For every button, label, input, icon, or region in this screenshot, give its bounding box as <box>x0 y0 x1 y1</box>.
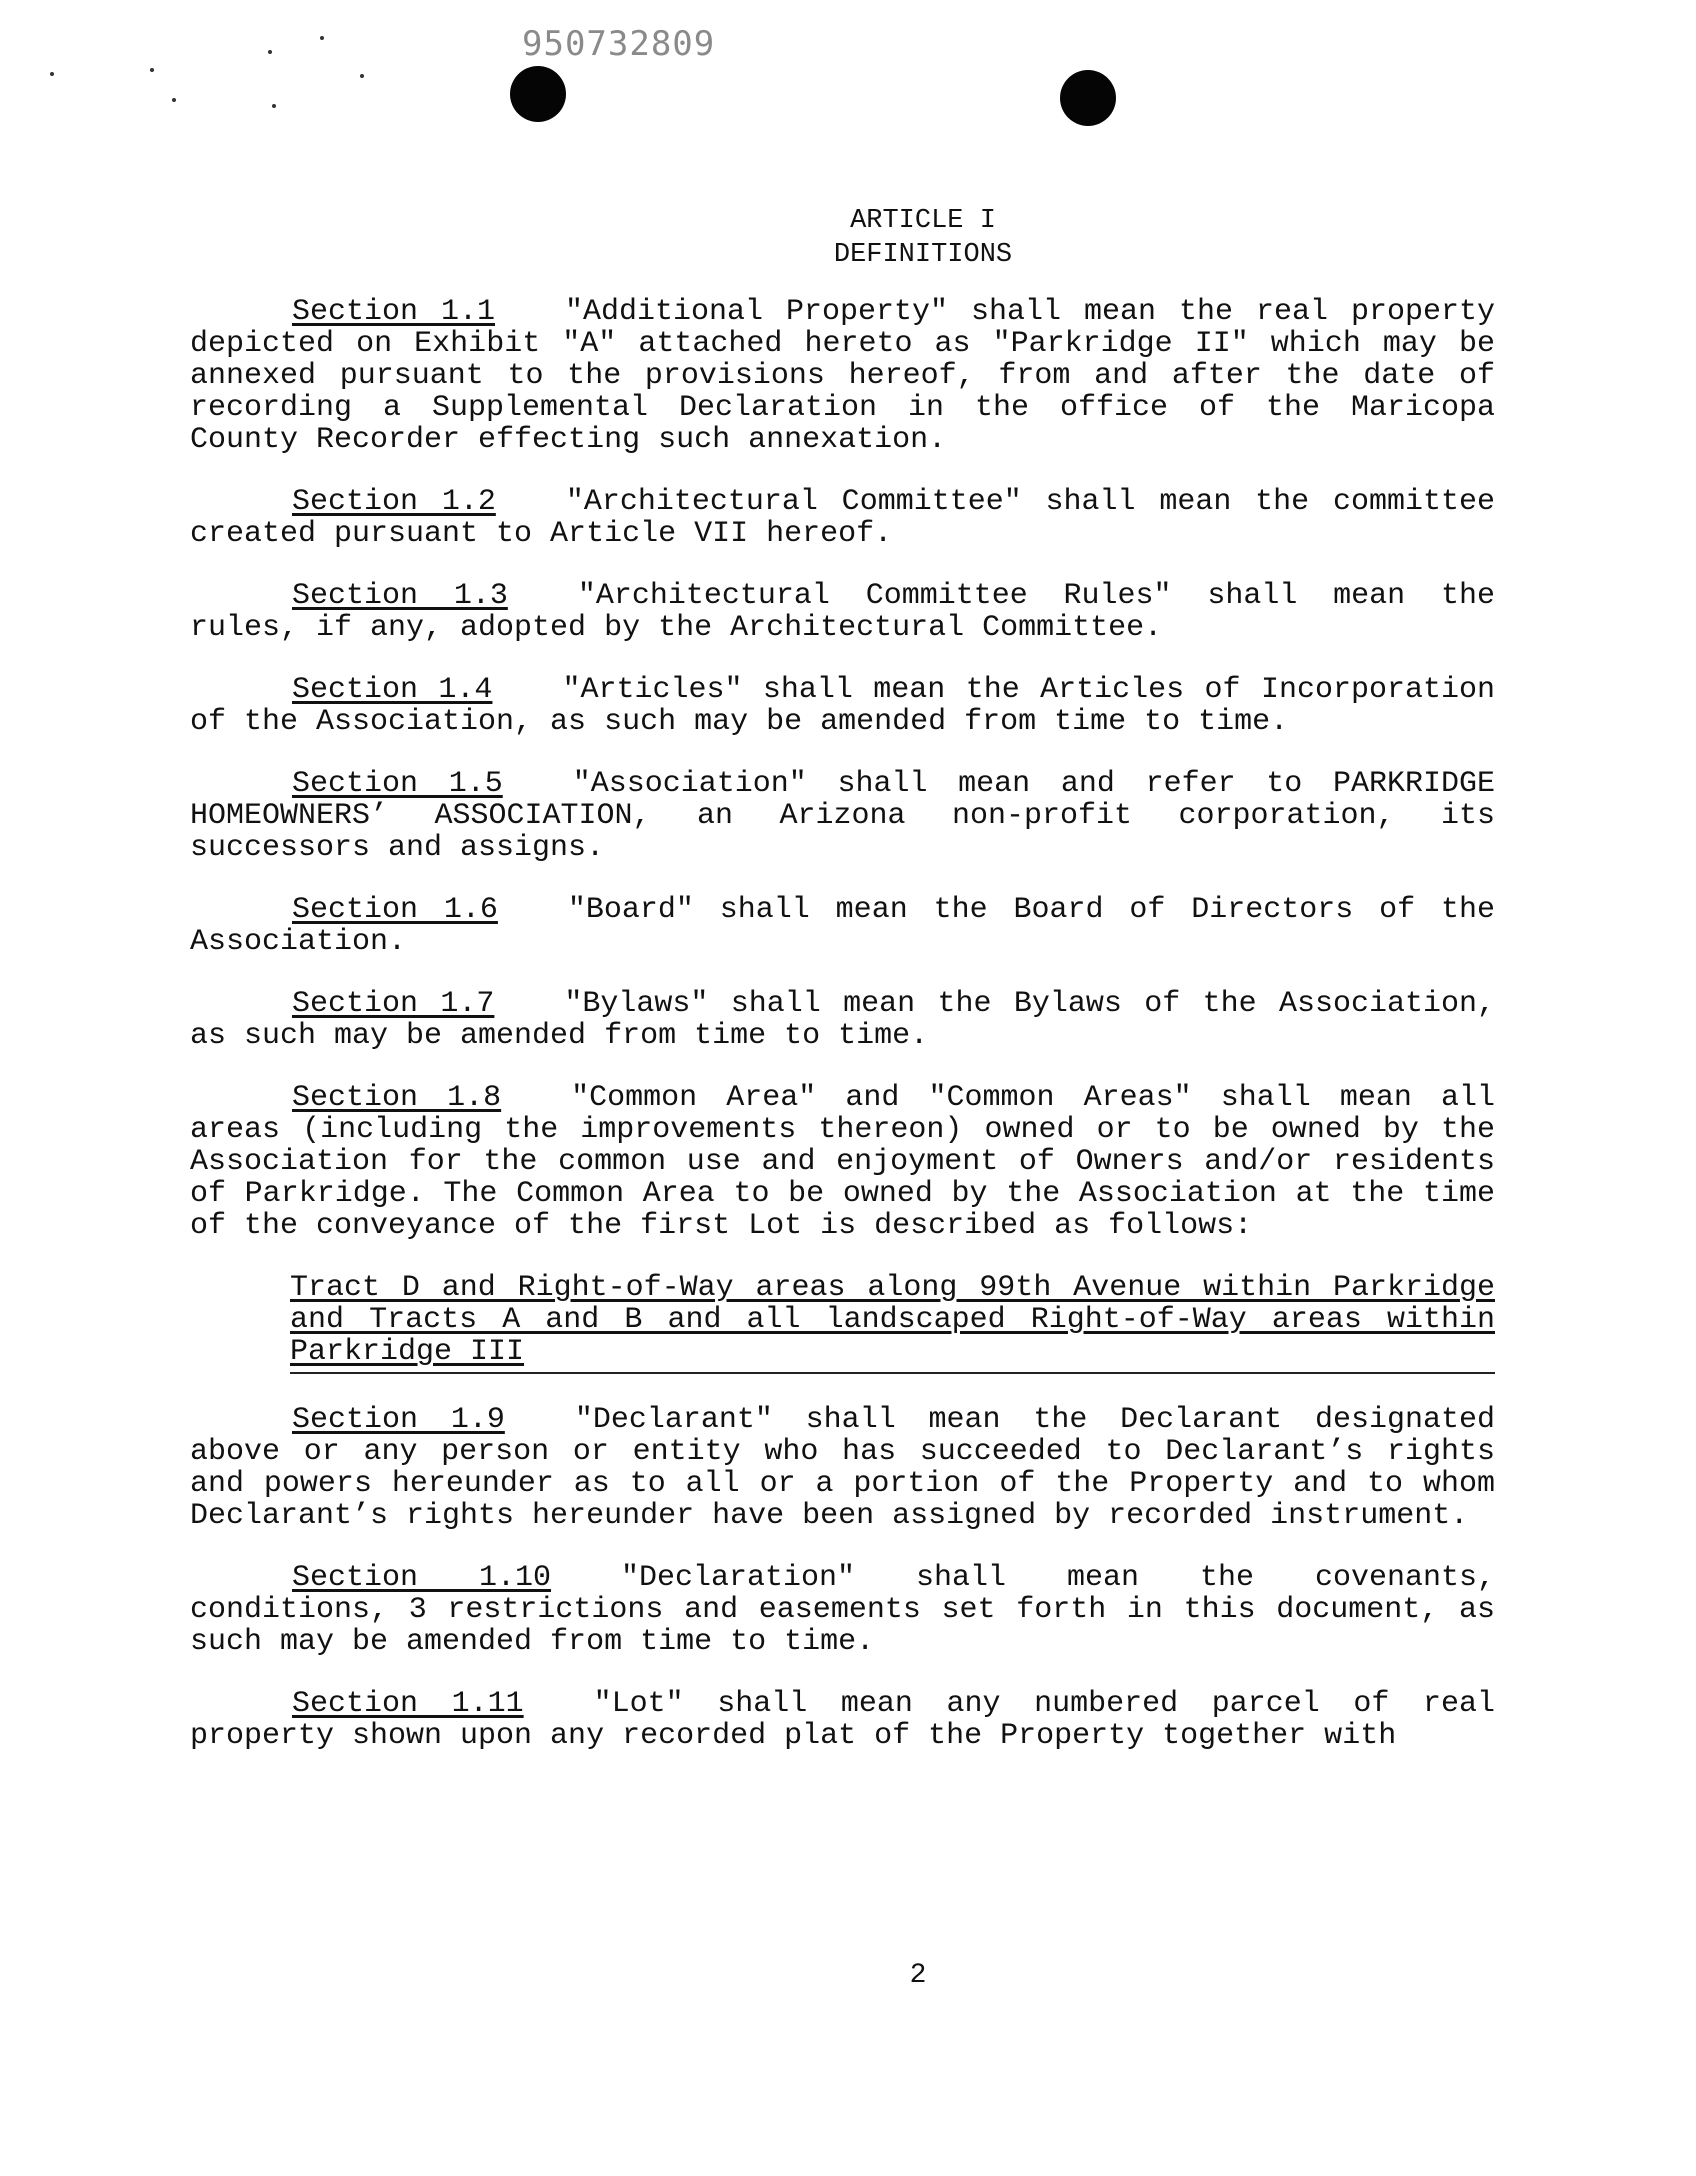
article-number: ARTICLE I <box>850 206 996 236</box>
section-1-10 <box>190 1562 1495 1658</box>
section-text: "Lot" shall mean any numbered parcel of real property shown upon any recorded plat of the Property together with <box>190 1687 1495 1753</box>
scan-speck <box>272 104 276 108</box>
scan-speck <box>360 74 364 78</box>
section-1-9 <box>190 1404 1495 1532</box>
section-1-8 <box>190 1082 1495 1242</box>
section-text: "Declarant" shall mean the Declarant designated above or any person or entity who has succeeded to Declarant’s rights and powers hereunder as to all or a portion of the Property and to whom Declarant’s rights hereunder have been assigned by recorded instrument. <box>190 1403 1495 1533</box>
section-text: "Additional Property" shall mean the real property depicted on Exhibit "A" attached hereto as "Parkridge II" which may be annexed pursuant to the provisions hereof, from and after the date of recording a Supplemental Declaration in the office of the Maricopa County Recorder effecting such annexation. <box>190 295 1495 457</box>
scan-speck <box>320 36 324 40</box>
section-text: "Declaration" shall mean the covenants, conditions, 3 restrictions and easements set forth in this document, as such may be amended from time to time. <box>190 1561 1495 1659</box>
section-label: Section 1.9 <box>292 1403 505 1437</box>
section-label: Section 1.2 <box>292 485 496 519</box>
section-text: "Bylaws" shall mean the Bylaws of the Association, as such may be amended from time to time. <box>190 987 1495 1053</box>
scan-speck <box>50 72 54 76</box>
page-number: 2 <box>909 1960 927 1991</box>
section-1-1 <box>190 296 1495 456</box>
section-1-11 <box>190 1688 1495 1752</box>
section-label: Section 1.3 <box>292 579 508 613</box>
section-1-6 <box>190 894 1495 958</box>
section-1-5 <box>190 768 1495 864</box>
section-1-2 <box>190 486 1495 550</box>
punch-hole-left <box>510 66 566 122</box>
section-label: Section 1.5 <box>292 767 503 801</box>
section-text: "Common Area" and "Common Areas" shall mean all areas (including the improvements thereon) owned or to be owned by the Association for the common use and enjoyment of Owners and/or residents of Parkridge. The Common Area to be owned by the Association at the time of the conveyance of the first Lot is described as follows: <box>190 1081 1495 1243</box>
punch-hole-right <box>1060 70 1116 126</box>
article-heading <box>0 204 1696 272</box>
scan-speck <box>172 98 176 102</box>
scan-speck <box>268 50 272 54</box>
section-text: "Board" shall mean the Board of Directors of the Association. <box>190 893 1495 959</box>
section-label: Section 1.11 <box>292 1687 524 1721</box>
section-label: Section 1.1 <box>292 295 496 329</box>
section-text: "Architectural Committee" shall mean the committee created pursuant to Article VII hereof. <box>190 485 1495 551</box>
section-1-4 <box>190 674 1495 738</box>
section-1-3 <box>190 580 1495 644</box>
section-label: Section 1.4 <box>292 673 493 707</box>
document-number: 950732809 <box>522 24 716 64</box>
common-area-tract-description: Tract D and Right-of-Way areas along 99th Avenue within Parkridge and Tracts A and B and all landscaped Right-of-Way areas within Parkridge III <box>290 1272 1495 1374</box>
scan-speck <box>150 68 154 72</box>
section-text: "Architectural Committee Rules" shall mean the rules, if any, adopted by the Architectural Committee. <box>190 579 1495 645</box>
section-label: Section 1.8 <box>292 1081 502 1115</box>
section-1-7 <box>190 988 1495 1052</box>
definitions-body <box>190 296 1495 1752</box>
section-text: "Association" shall mean and refer to PARKRIDGE HOMEOWNERS’ ASSOCIATION, an Arizona non-profit corporation, its successors and assigns. <box>190 767 1495 865</box>
section-label: Section 1.10 <box>292 1561 552 1595</box>
section-text: "Articles" shall mean the Articles of Incorporation of the Association, as such may be amended from time to time. <box>190 673 1495 739</box>
article-title: DEFINITIONS <box>833 240 1013 270</box>
section-label: Section 1.6 <box>292 893 498 927</box>
section-label: Section 1.7 <box>292 987 495 1021</box>
